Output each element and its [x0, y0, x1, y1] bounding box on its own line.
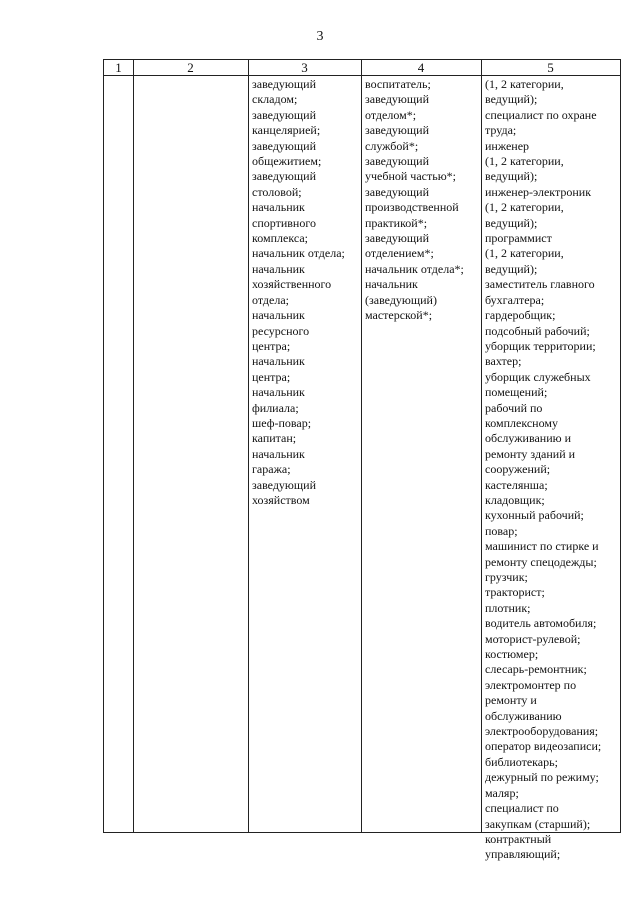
table-cell-line: ремонту и — [485, 693, 537, 708]
table-cell-line: машинист по стирке и — [485, 539, 599, 554]
table-cell-line: ремонту зданий и — [485, 446, 576, 461]
table-cell-line: обслуживанию — [485, 708, 562, 723]
table-cell-line: инженер-электроник — [485, 184, 592, 199]
table-cell-line: шеф-повар; — [252, 415, 312, 430]
table-cell-line: хозяйственного — [252, 277, 332, 292]
table-cell-line: комплексному — [485, 415, 558, 430]
table-cell-line: сооружений; — [485, 462, 551, 477]
table-cell-line: (1, 2 категории, — [485, 200, 564, 215]
column-divider — [248, 60, 249, 832]
table-cell-line: заведующий — [252, 477, 316, 492]
table-cell-line: заведующий — [252, 107, 316, 122]
table-cell-line: начальник — [252, 354, 305, 369]
table-cell-line: отделом*; — [365, 107, 417, 122]
column-5-positions — [485, 77, 601, 863]
table-cell-line: начальник — [252, 200, 305, 215]
table-cell-line: труда; — [485, 123, 517, 138]
table-cell-line: учебной частью*; — [365, 169, 457, 184]
table-cell-line: бухгалтера; — [485, 292, 545, 307]
table-cell-line: филиала; — [252, 400, 299, 415]
table-cell-line: спортивного — [252, 215, 316, 230]
column-divider — [361, 60, 362, 832]
table-cell-line: плотник; — [485, 600, 531, 615]
table-cell-line: обслуживанию и — [485, 431, 572, 446]
table-cell-line: подсобный рабочий; — [485, 323, 590, 338]
table-cell-line: начальник — [252, 446, 305, 461]
table-cell-line: начальник — [252, 385, 305, 400]
table-header-row — [104, 60, 620, 76]
table-cell-line: кладовщик; — [485, 492, 545, 507]
table-cell-line: ремонту спецодежды; — [485, 554, 597, 569]
column-3-positions — [252, 77, 345, 508]
table-cell-line: заведующий — [365, 231, 429, 246]
table-cell-line: заместитель главного — [485, 277, 595, 292]
column-4-positions — [365, 77, 464, 324]
table-cell-line: ведущий); — [485, 169, 538, 184]
table-cell-line: заведующий — [252, 169, 316, 184]
column-header-1: 1 — [115, 60, 122, 75]
page-number: 3 — [316, 29, 324, 44]
table-cell-line: отдела; — [252, 292, 290, 307]
column-divider — [481, 60, 482, 832]
table-cell-line: практикой*; — [365, 215, 428, 230]
table-cell-line: отделением*; — [365, 246, 434, 261]
table-cell-line: центра; — [252, 338, 291, 353]
table-cell-line: начальник отдела*; — [365, 261, 464, 276]
table-cell-line: электромонтер по — [485, 677, 577, 692]
table-cell-line: начальник отдела; — [252, 246, 345, 261]
table-cell-line: общежитием; — [252, 154, 322, 169]
column-header-5: 5 — [547, 60, 554, 75]
table-cell-line: закупкам (старший); — [485, 816, 591, 831]
table-cell-line: заведующий — [365, 92, 429, 107]
column-header-3: 3 — [301, 60, 308, 75]
staff-table — [103, 59, 621, 862]
table-cell-line: библиотекарь; — [485, 754, 558, 769]
table-cell-line: ведущий); — [485, 215, 538, 230]
table-cell-line: гардеробщик; — [485, 308, 556, 323]
table-cell-line: вахтер; — [485, 354, 522, 369]
table-cell-line: хозяйством — [252, 492, 310, 507]
column-header-2: 2 — [187, 60, 194, 75]
table-cell-line: специалист по охране — [485, 107, 597, 122]
table-cell-line: кухонный рабочий; — [485, 508, 584, 523]
table-cell-line: заведующий — [252, 138, 316, 153]
table-cell-line: помещений; — [485, 385, 548, 400]
table-cell-line: начальник — [365, 277, 418, 292]
table-cell-line: уборщик служебных — [485, 369, 591, 384]
table-cell-line: электрооборудования; — [485, 724, 599, 739]
table-cell-line: столовой; — [252, 184, 302, 199]
table-cell-line: заведующий — [365, 123, 429, 138]
table-cell-line: службой*; — [365, 138, 419, 153]
table-cell-line: мастерской*; — [365, 308, 433, 323]
table-cell-line: (1, 2 категории, — [485, 246, 564, 261]
table-cell-line: ресурсного — [252, 323, 310, 338]
table-cell-line: складом; — [252, 92, 298, 107]
table-cell-line: программист — [485, 231, 552, 246]
table-cell-line: гаража; — [252, 462, 291, 477]
table-cell-line: заведующий — [252, 77, 316, 91]
table-cell-line: водитель автомобиля; — [485, 616, 597, 631]
table-cell-line: специалист по — [485, 801, 559, 816]
table-cell-line: (1, 2 категории, — [485, 77, 564, 91]
table-cell-line: тракторист; — [485, 585, 545, 600]
table-cell-line: дежурный по режиму; — [485, 770, 599, 785]
table-cell-line: (заведующий) — [365, 292, 437, 307]
table-cell-line: костюмер; — [485, 647, 539, 662]
table-cell-line: моторист-рулевой; — [485, 631, 581, 646]
table-cell-line: рабочий по — [485, 400, 543, 415]
table-cell-line: инженер — [485, 138, 530, 153]
table-cell-line: оператор видеозаписи; — [485, 739, 602, 754]
table-cell-line: ведущий); — [485, 92, 538, 107]
table-cell-line: начальник — [252, 261, 305, 276]
table-cell-line: заведующий — [365, 184, 429, 199]
table-cell-line: ведущий); — [485, 261, 538, 276]
table-cell-line: кастелянша; — [485, 477, 548, 492]
table-cell-line: воспитатель; — [365, 77, 431, 91]
table-cell-line: уборщик территории; — [485, 338, 596, 353]
table-cell-line: (1, 2 категории, — [485, 154, 564, 169]
table-cell-line: управляющий; — [485, 847, 561, 862]
table-cell-line: контрактный — [485, 831, 552, 846]
table-cell-line: слесарь-ремонтник; — [485, 662, 587, 677]
table-cell-line: производственной — [365, 200, 459, 215]
table-cell-line: канцелярией; — [252, 123, 321, 138]
table-cell-line: повар; — [485, 523, 518, 538]
table-cell-line: маляр; — [485, 785, 519, 800]
column-header-4: 4 — [417, 60, 425, 75]
table-cell-line: комплекса; — [252, 231, 308, 246]
column-divider — [133, 60, 134, 832]
table-cell-line: центра; — [252, 369, 291, 384]
table-cell-line: заведующий — [365, 154, 429, 169]
table-cell-line: грузчик; — [485, 570, 528, 584]
table-cell-line: начальник — [252, 308, 305, 323]
table-cell-line: капитан; — [252, 431, 297, 446]
